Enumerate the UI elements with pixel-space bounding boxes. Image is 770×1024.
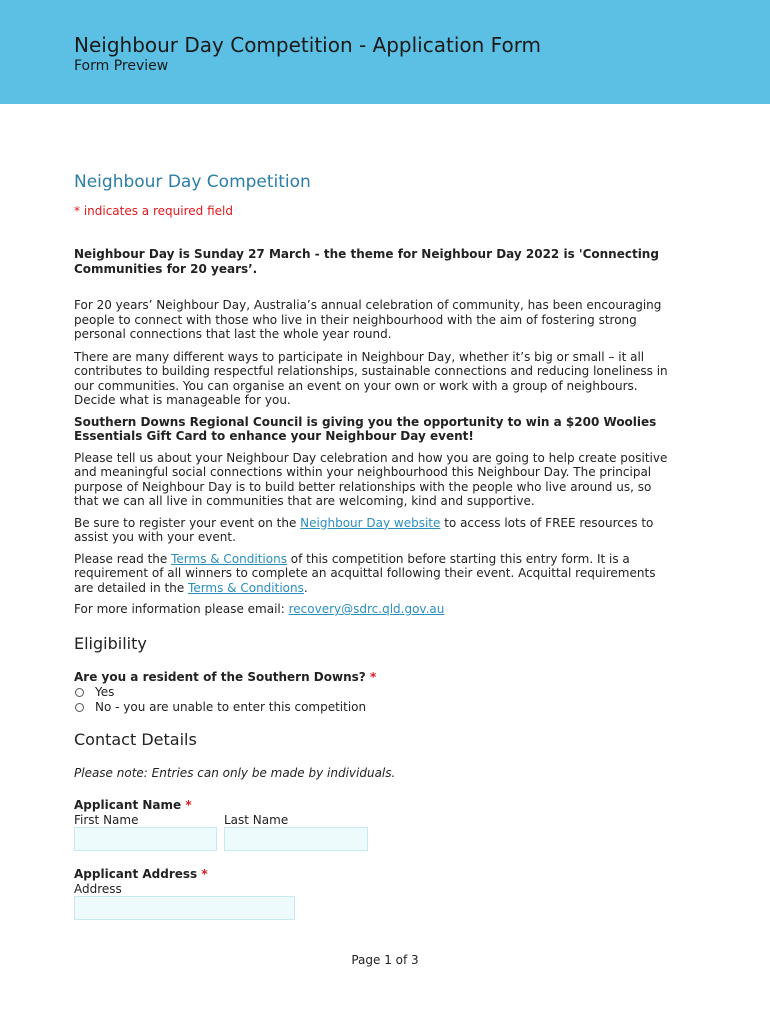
- last-name-label: Last Name: [224, 812, 289, 827]
- required-star: *: [185, 797, 192, 812]
- page-title: Neighbour Day Competition - Application Form: [74, 33, 542, 57]
- terms-paragraph: [74, 552, 674, 596]
- terms-conditions-link[interactable]: Terms & Conditions: [171, 551, 287, 566]
- prize-paragraph: Southern Downs Regional Council is giving you the opportunity to win a $200 Woolies Essentials Gift Card to enhance your Neighbour Day event!: [74, 414, 657, 443]
- eligibility-heading: Eligibility: [74, 633, 147, 653]
- radio-icon[interactable]: [75, 688, 84, 697]
- intro-paragraph-2: There are many different ways to participate in Neighbour Day, whether it’s big or small – it all contributes to building respectful relationships, sustainable connections and reducing loneliness in our communities. You can organise an event on your own or work with a group of neighbours. Decide what is manageable for you.: [74, 349, 668, 407]
- resident-question: [74, 670, 674, 685]
- form-title: Neighbour Day Competition: [74, 172, 311, 192]
- contact-details-heading: Contact Details: [74, 729, 197, 749]
- applicant-name-label: [74, 798, 674, 813]
- terms-text-before: Please read the: [74, 551, 172, 566]
- intro-paragraph-4: Please tell us about your Neighbour Day celebration and how you are going to help create positive and meaningful social connections within your neighbourhood this Neighbour Day. The principal purpose of Neighbour Day is to build better relationships with the people who live around us, so that we can all live in communities that are welcoming, kind and supportive.: [74, 450, 668, 508]
- individuals-note: Please note: Entries can only be made by individuals.: [74, 765, 396, 780]
- intro-lead: Neighbour Day is Sunday 27 March - the theme for Neighbour Day 2022 is 'Connecting Communities for 20 years’.: [74, 247, 659, 276]
- last-name-field-group: [224, 813, 374, 851]
- intro-paragraph-1: For 20 years’ Neighbour Day, Australia’s annual celebration of community, has been encouraging people to connect with those who live in their neighbourhood with the aim of fostering strong personal connections that last the whole year round.: [74, 298, 662, 341]
- form-content: [74, 171, 674, 920]
- neighbour-day-website-link[interactable]: Neighbour Day website: [300, 515, 441, 530]
- applicant-name-text: Applicant Name: [74, 797, 182, 812]
- last-name-input[interactable]: [224, 827, 368, 851]
- register-text-before: Be sure to register your event on the: [74, 515, 301, 530]
- applicant-address-text: Applicant Address: [74, 866, 198, 881]
- radio-label-yes: Yes: [95, 684, 115, 699]
- radio-icon[interactable]: [75, 703, 84, 712]
- first-name-field-group: [74, 813, 224, 851]
- address-label: Address: [74, 881, 122, 896]
- applicant-address-label: [74, 867, 674, 882]
- contact-email-paragraph: [74, 602, 674, 617]
- page-subtitle: Form Preview: [74, 58, 169, 74]
- address-field-group: [74, 882, 674, 920]
- contact-email-link[interactable]: recovery@sdrc.qld.gov.au: [288, 602, 445, 616]
- terms-text-after: .: [303, 580, 308, 595]
- register-paragraph: [74, 516, 674, 545]
- name-fields: [74, 813, 674, 851]
- radio-label-no: No - you are unable to enter this competition: [95, 699, 367, 714]
- radio-option-no[interactable]: [74, 700, 674, 715]
- resident-question-text: Are you a resident of the Southern Downs?: [74, 669, 366, 684]
- required-field-note: * indicates a required field: [74, 204, 233, 218]
- register-text-after: to access lots of FREE resources to assist you with your event.: [74, 515, 654, 544]
- terms-conditions-link-2[interactable]: Terms & Conditions: [188, 580, 304, 595]
- page-number: Page 1 of 3: [351, 953, 419, 967]
- radio-option-yes[interactable]: [74, 685, 674, 700]
- email-text-before: For more information please email:: [74, 602, 289, 616]
- required-star: *: [369, 669, 377, 684]
- first-name-label: First Name: [74, 812, 139, 827]
- first-name-input[interactable]: [74, 827, 217, 851]
- required-star: *: [201, 866, 208, 881]
- header-banner: [0, 0, 770, 104]
- address-input[interactable]: [74, 896, 295, 920]
- terms-text-middle: of this competition before starting this entry form. It is a requirement of all winners to complete an acquittal following their event. Acquittal requirements are detailed in the: [74, 551, 656, 595]
